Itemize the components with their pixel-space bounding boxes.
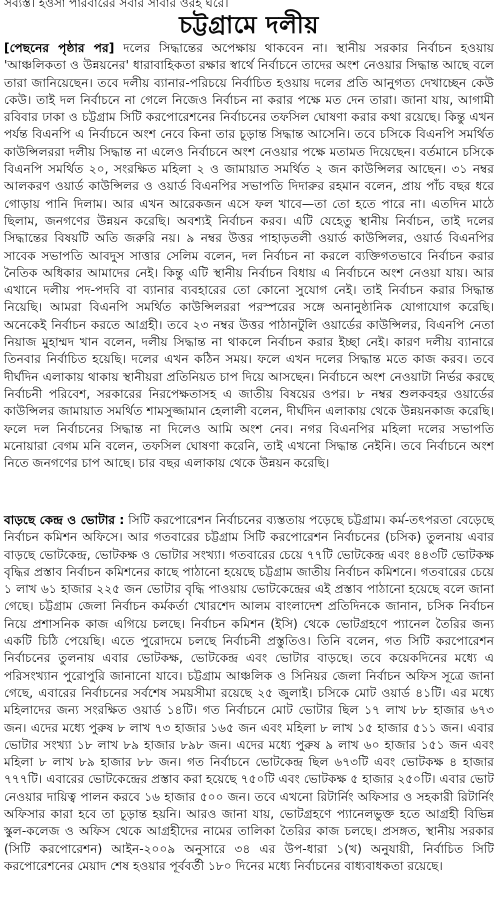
article-body-text: দলের সিদ্ধান্তের অপেক্ষায় থাকবেন না। স্থানীয় সরকার নির্বাচন হওয়ায় 'আঞ্চলিকতা ও উন্নয়নের' ধারাবাহিকতা রক্ষার স্বার্থে নির্বাচনে তাদের অংশ নেওয়ার সিদ্ধান্ত আছে বলে তারা জানিয়েছেন। তবে দলীয় ব্যানার-পরিচয়ে নির্বাচিত হওয়ায় দলের প্রতি আনুগত্য দেখাচ্ছেন কেউ কেউ। তাই দল নির্বাচনে না গেলে নিজেও নির্বাচন না করার পক্ষে মত দেন তারা। জানা যায়, আগামী রবিবার ঢাকা ও চট্টগ্রাম সিটি করপোরেশনের নির্বাচনের তফসিল ঘোষণা করার কথা রয়েছে। কিন্তু এখন পর্যন্ত বিএনপি এ নির্বাচনে অংশ নেবে কিনা তার চূড়ান্ত সিদ্ধান্ত আসেনি। তবে চসিকে বিএনপি সমর্থিত কাউন্সিলররা দলীয় সিদ্ধান্ত না এলেও নির্বাচনে অংশ নেওয়ার পক্ষে মতামত দিয়েছেন। বর্তমানে চসিকে বিএনপি সমর্থিত ২০, সংরক্ষিত মহিলা ২ ও জামায়াত সমর্থিত ২ জন কাউন্সিলর আছেন। ৩১ নম্বর আলকরণ ওয়ার্ড কাউন্সিলর ও ওয়ার্ড বিএনপির সভাপতি দিদারুর রহমান বলেন, প্রায় পাঁচ বছর ধরে গোড়ায় পানি দিলাম। আর এখন আরেকজন এসে ফল খাবে—তা তো হতে পারে না। এতদিন মাঠে ছিলাম, জনগণের উন্নয়ন করেছি। অবশ্যই নির্বাচন করব। এটি যেহেতু স্থানীয় নির্বাচন, তাই দলের সিদ্ধান্তের বিষয়টি অতি জরুরি নয়। ৯ নম্বর উত্তর পাহাড়তলী ওয়ার্ড কাউন্সিলর, ওয়ার্ড বিএনপির সাবেক সভাপতি আবদুস সাত্তার সেলিম বলেন, দল নির্বাচন না করলে ব্যক্তিগতভাবে নির্বাচন করার নৈতিক অধিকার আমাদের নেই। কিন্তু এটি স্থানীয় নির্বাচন বিধায় এ নির্বাচনে অংশ নেওয়া যায়। আর এখানে দলীয় পদ-পদবি বা ব্যানার ব্যবহারের তো কোনো সুযোগ নেই। তাই নির্বাচন করার সিদ্ধান্ত নিয়েছি। আমরা বিএনপি সমর্থিত কাউন্সিলররা পরস্পরের সঙ্গে অনানুষ্ঠানিক যোগাযোগ করেছি। অনেকেই নির্বাচন করতে আগ্রহী। তবে ২৩ নম্বর উত্তর পাঠানটুলি ওয়ার্ডের কাউন্সিলর, বিএনপি নেতা নিয়াজ মুহাম্মদ খান বলেন, দলীয় সিদ্ধান্ত না থাকলে নির্বাচন করার ইচ্ছা নেই। কারণ দলীয় ব্যানারে তিনবার নির্বাচিত হয়েছি। দলের এখন কঠিন সময়। ফলে এখন দলের সিদ্ধান্ত মতে কাজ করব। তবে দীর্ঘদিন এলাকায় থাকায় স্থানীয়রা প্রতিনিয়ত চাপ দিয়ে আসছেন। নির্বাচনে অংশ নেওয়াটা নির্ভর করছে নির্বাচনী পরিবেশ, সরকারের নিরপেক্ষতাসহ এ জাতীয় বিষয়ের ওপর। ৮ নম্বর শুলকবহর ওয়ার্ডের কাউন্সিলর জামায়াত সমর্থিত শামসুজ্জামান হেলালী বলেন, দীর্ঘদিন এলাকায় থেকে উন্নয়নকাজ করেছি। ফলে দল নির্বাচনের সিদ্ধান্ত না দিলেও আমি অংশ নেব। নগর বিএনপির মহিলা দলের সভাপতি মনোয়ারা বেগম মনি বলেন, তফসিল ঘোষণা করেনি, তাই এখনো সিদ্ধান্ত নেইনি। তবে নির্বাচনে অংশ নিতে জনগণের চাপ আছে। চার বছর এলাকায় থেকে উন্নয়ন করেছি। (4, 41, 494, 471)
subsection-centers-and-voters (4, 512, 494, 875)
subsection-body-text: সিটি করপোরেশন নির্বাচনের ব্যস্ততায় পড়েছে চট্টগ্রাম। কর্ম-তৎপরতা বেড়েছে নির্বাচন কমিশন অফিসে। আর গতবারের চট্টগ্রাম সিটি করপোরেশন নির্বাচনের (চসিক) তুলনায় এবার বাড়ছে ভোটকেন্দ্র, ভোটকক্ষ ও ভোটার সংখ্যা। গতবারের চেয়ে ৭৭টি ভোটকেন্দ্র এবং ৪৪৩টি ভোটকক্ষ বৃদ্ধির প্রস্তাব নির্বাচন কমিশনের কাছে পাঠানো হয়েছে চট্টগ্রাম জাতীয় নির্বাচন কমিশনে। গতবারের চেয়ে ১ লাখ ৬১ হাজার ২২৫ জন ভোটার বৃদ্ধি পাওয়ায় ভোটকেন্দ্রের এই প্রস্তাব পাঠানো হয়েছে বলে জানা গেছে। চট্টগ্রাম জেলা নির্বাচন কর্মকর্তা খোরশেদ আলম বাংলাদেশ প্রতিদিনকে জানান, চসিক নির্বাচন নিয়ে প্রশাসনিক কাজ এগিয়ে চলছে। নির্বাচন কমিশন (ইসি) থেকে ভোটগ্রহণে প্যানেল তৈরির জন্য একটি চিঠি পেয়েছি। এতে পুরোদমে চলছে নির্বাচনী প্রস্তুতিও। তিনি বলেন, গত সিটি করপোরেশন নির্বাচনের তুলনায় এবার ভোটকক্ষ, ভোটকেন্দ্র এবং ভোটার বাড়ছে। তবে কয়েকদিনের মধ্যে এ পরিসংখ্যান পুরোপুরি জানানো যাবে। চট্টগ্রাম আঞ্চলিক ও সিনিয়র জেলা নির্বাচন অফিস সূত্রে জানা গেছে, এবারের নির্বাচনের সর্বশেষ সময়সীমা রয়েছে ২৫ জুলাই। চসিকে মোট ওয়ার্ড ৪১টি। এর মধ্যে মহিলাদের জন্য সংরক্ষিত ওয়ার্ড ১৪টি। গত নির্বাচনে মোট ভোটার ছিল ১৭ লাখ ৮৮ হাজার ৬৭৩ জন। এদের মধ্যে পুরুষ ৮ লাখ ৭৩ হাজার ১৬৫ জন এবং মহিলা ৮ লাখ ১৫ হাজার ৫১১ জন। এবার ভোটার সংখ্যা ১৮ লাখ ৮৯ হাজার ৮৯৮ জন। এদের মধ্যে পুরুষ ৯ লাখ ৬০ হাজার ১৫১ জন এবং মহিলা ৮ লাখ ৮৯ হাজার ৮৮ জন। গত নির্বাচনে ভোটকেন্দ্র ছিল ৬৭৩টি এবং ভোটকক্ষ ৪ হাজার ৭৭৭টি। এবারের ভোটকেন্দ্রের প্রস্তাব করা হয়েছে ৭৫০টি এবং ভোটকক্ষ ৫ হাজার ২৫০টি। এবার ভোট নেওয়ার দায়িত্ব পালন করবে ১৬ হাজার ৫০০ জন। তবে এখনো রিটার্নিং অফিসার ও সহকারী রিটার্নিং অফিসার কারা হবে তা চূড়ান্ত হয়নি। আরও জানা যায়, ভোটগ্রহণে প্যানেলভুক্ত হতে আগ্রহী বিভিন্ন স্কুল-কলেজ ও অফিস থেকে আগ্রহীদের নামের তালিকা তৈরির কাজ চলছে। প্রসঙ্গত, স্থানীয় সরকার (সিটি করপোরেশন) আইন-২০০৯ অনুসারে ৩৪ এর উপ-ধারা ১(খ) অনুযায়ী, নির্বাচিত সিটি করপোরেশনের মেয়াদ শেষ হওয়ার পূর্ববর্তী ১৮০ দিনের মধ্যে নির্বাচনের বাধ্যবাধকতা রয়েছে। (4, 513, 494, 873)
subsection-kicker: বাড়ছে কেন্দ্র ও ভোটার : (4, 513, 125, 527)
previous-article-fragment: সব্যস্ত। হওসা পারবারের সবার সাবার ওরহ ঘরে। (4, 0, 229, 10)
headline: চট্টগ্রামে দলীয় (179, 11, 319, 39)
continued-from-back-page-tag: [পেছনের পৃষ্ঠার পর] (4, 41, 115, 55)
article-body (4, 40, 494, 472)
